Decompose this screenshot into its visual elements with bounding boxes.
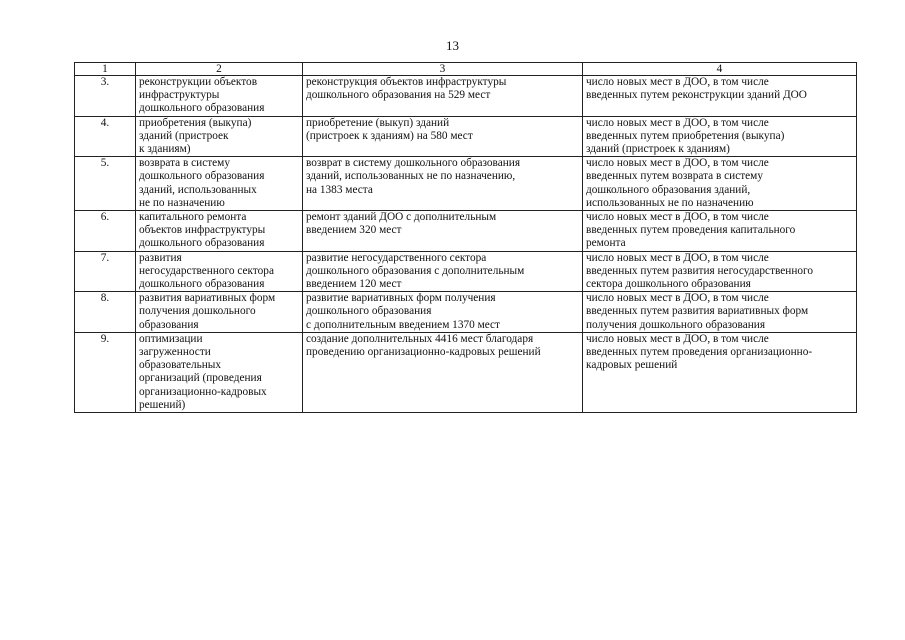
column-number-3: 3 xyxy=(303,63,583,76)
table-row xyxy=(75,332,857,412)
row-number: 7. xyxy=(75,251,136,292)
page-number: 13 xyxy=(446,38,459,53)
column-number-2: 2 xyxy=(136,63,303,76)
action-cell: приобретение (выкуп) зданий (пристроек к зданиям) на 580 мест xyxy=(303,116,583,157)
table-header-row xyxy=(75,63,857,76)
table-row xyxy=(75,251,857,292)
direction-cell: оптимизации загруженности образовательных организаций (проведения организационно-кадровых решений) xyxy=(136,332,303,412)
table-row xyxy=(75,292,857,333)
action-cell: ремонт зданий ДОО с дополнительным введением 320 мест xyxy=(303,211,583,252)
table-row xyxy=(75,157,857,211)
row-number: 6. xyxy=(75,211,136,252)
table-row xyxy=(75,76,857,117)
row-number: 5. xyxy=(75,157,136,211)
row-number: 3. xyxy=(75,76,136,117)
indicator-cell: число новых мест в ДОО, в том числе введенных путем возврата в систему дошкольного образования зданий, использованных не по назначению xyxy=(583,157,857,211)
indicator-cell: число новых мест в ДОО, в том числе введенных путем проведения организационно- кадровых решений xyxy=(583,332,857,412)
action-cell: развитие вариативных форм получения дошкольного образования с дополнительным введением 1370 мест xyxy=(303,292,583,333)
row-number: 4. xyxy=(75,116,136,157)
indicator-cell: число новых мест в ДОО, в том числе введенных путем проведения капитального ремонта xyxy=(583,211,857,252)
column-number-4: 4 xyxy=(583,63,857,76)
indicator-cell: число новых мест в ДОО, в том числе введенных путем реконструкции зданий ДОО xyxy=(583,76,857,117)
indicator-cell: число новых мест в ДОО, в том числе введенных путем развития негосударственного сектора дошкольного образования xyxy=(583,251,857,292)
indicator-cell: число новых мест в ДОО, в том числе введенных путем развития вариативных форм получения дошкольного образования xyxy=(583,292,857,333)
action-cell: развитие негосударственного сектора дошкольного образования с дополнительным введением 120 мест xyxy=(303,251,583,292)
row-number: 8. xyxy=(75,292,136,333)
measures-table xyxy=(74,62,857,413)
table-row xyxy=(75,116,857,157)
action-cell: возврат в систему дошкольного образования зданий, использованных не по назначению, на 1383 места xyxy=(303,157,583,211)
direction-cell: реконструкции объектов инфраструктуры дошкольного образования xyxy=(136,76,303,117)
table-row xyxy=(75,211,857,252)
direction-cell: развития вариативных форм получения дошкольного образования xyxy=(136,292,303,333)
action-cell: реконструкция объектов инфраструктуры дошкольного образования на 529 мест xyxy=(303,76,583,117)
column-number-1: 1 xyxy=(75,63,136,76)
direction-cell: возврата в систему дошкольного образования зданий, использованных не по назначению xyxy=(136,157,303,211)
direction-cell: приобретения (выкупа) зданий (пристроек к зданиям) xyxy=(136,116,303,157)
row-number: 9. xyxy=(75,332,136,412)
direction-cell: развития негосударственного сектора дошкольного образования xyxy=(136,251,303,292)
indicator-cell: число новых мест в ДОО, в том числе введенных путем приобретения (выкупа) зданий (пристроек к зданиям) xyxy=(583,116,857,157)
direction-cell: капитального ремонта объектов инфраструктуры дошкольного образования xyxy=(136,211,303,252)
action-cell: создание дополнительных 4416 мест благодаря проведению организационно-кадровых решений xyxy=(303,332,583,412)
